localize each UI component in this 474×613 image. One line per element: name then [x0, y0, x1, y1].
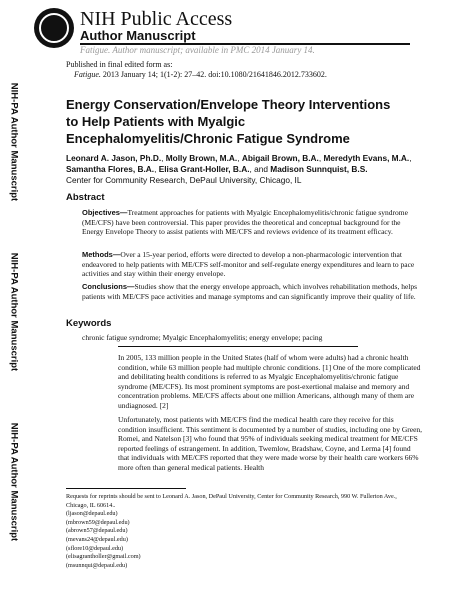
abstract-heading: Abstract [66, 192, 105, 203]
footnote-line: (sflore10@depaul.edu) [66, 544, 124, 552]
journal-name: Fatigue. [74, 70, 101, 79]
keywords-rule [118, 346, 358, 347]
availability-note: Fatigue. Author manuscript; available in PMC 2014 January 14. [80, 45, 315, 55]
author-separator: , [409, 153, 412, 163]
sidebar-label: NIH-PA Author Manuscript [8, 422, 20, 542]
author-name: Madison Sunnquist, B.S. [270, 164, 368, 174]
author-name: Molly Brown, M.A. [165, 153, 238, 163]
author-separator: , [318, 153, 324, 163]
section-text: Over a 15-year period, efforts were directed to develop a non-pharmacologic intervention that endeavored to help patients with ME/CFS self-monitor and self-regulate energy expenditures and learn to pace activities and stay within their energy envelope. [82, 250, 415, 279]
section-text: Treatment approaches for patients with Myalgic Encephalomyelitis/chronic fatigue syndrome (ME/CFS) have been controversial. This paper provides the theoretical and conceptual background for the Energy Envelope Theory to assist patients with ME/CFS and reviews evidence of its treatment efficacy. [82, 208, 408, 237]
author-separator: , [237, 153, 242, 163]
nih-public-access-title: NIH Public Access [80, 8, 233, 30]
article-title: Energy Conservation/Envelope Theory Interventions to Help Patients with Myalgic Encephalomyelitis/Chronic Fatigue Syndrome [66, 97, 391, 146]
footnote [66, 493, 426, 570]
citation-details: 2013 January 14; 1(1-2): 27–42. doi:10.1080/21641846.2012.733602. [102, 70, 327, 79]
nih-seal-logo [34, 8, 74, 48]
footnote-line: (abrown57@depaul.edu) [66, 527, 128, 535]
author-name: Abigail Brown, B.A. [241, 153, 319, 163]
section-label: Conclusions— [82, 282, 135, 291]
author-name: Leonard A. Jason, Ph.D. [66, 153, 162, 163]
keywords-heading: Keywords [66, 318, 112, 329]
published-final-note: Published in final edited form as: [66, 60, 173, 69]
author-name: Samantha Flores, B.A. [66, 164, 155, 174]
authors-block [66, 153, 426, 186]
footnote-line: (msunnqui@depaul.edu) [66, 561, 128, 569]
keywords-text: chronic fatigue syndrome; Myalgic Encephalomyelitis; energy envelope; pacing [82, 333, 323, 342]
footnote-rule [66, 488, 186, 489]
author-list [66, 153, 426, 175]
abstract-methods [82, 250, 422, 279]
author-name: Meredyth Evans, M.A. [323, 153, 410, 163]
footnote-line: Requests for reprints should be sent to Leonard A. Jason, DePaul University, Center for Community Research, 990 W. Fullerton Ave., [66, 493, 397, 500]
sidebar-labels [0, 70, 28, 613]
sidebar-label: NIH-PA Author Manuscript [8, 82, 20, 202]
author-separator: , [154, 164, 159, 174]
footnote-line: (mbrown59@depaul.edu) [66, 518, 130, 526]
author-separator: , [161, 153, 166, 163]
footnote-line: Chicago, IL 60614.. [66, 501, 116, 509]
affiliation: Center for Community Research, DePaul University, Chicago, IL [66, 175, 302, 185]
footnote-line: (mevans24@depaul.edu) [66, 535, 128, 543]
section-label: Methods— [82, 250, 121, 259]
body-paragraph: In 2005, 133 million people in the United States (half of whom were adults) had a chronic health condition, while 63 million people had multiple chronic conditions. [1] One of the more complicated and debilitating health conditions is referred to as Myalgic Encephalomyelitis/chronic fatigue syndrome (ME/CFS). Its most prominent symptoms are post-exertional malaise and memory and concentration problems. ME/CFS affects about one million Americans, although many of them are undiagnosed. [2] [118, 353, 421, 410]
abstract-objectives [82, 208, 422, 237]
citation-line [74, 70, 327, 80]
section-label: Objectives— [82, 208, 128, 217]
author-separator: , and [249, 164, 271, 174]
body-paragraph: Unfortunately, most patients with ME/CFS find the medical health care they receive for this condition insufficient. This sentiment is documented by a number of studies, including one by Green, Romei, and Natelson [3] who found that 95% of individuals seeking medical treatment for ME/CFS reported feelings of estrangement. In addition, Twemlow, Bradshaw, Coyne, and Lerma [4] found that individuals with ME/CFS reported that they were made worse by their health care workers 66% more often than general medical patients. Health [118, 415, 423, 472]
author-name: Elisa Grant-Holler, B.A. [158, 164, 250, 174]
footnote-line: (elisagrantholler@gmail.com) [66, 553, 141, 561]
sidebar-label: NIH-PA Author Manuscript [8, 252, 20, 372]
section-text: Studies show that the energy envelope approach, which involves rehabilitation methods, helps patients with ME/CFS pace activities and manage symptoms and can significantly improve their quality of life. [82, 282, 418, 301]
author-manuscript-label: Author Manuscript [80, 28, 196, 43]
footnote-line: (ljason@depaul.edu) [66, 510, 118, 518]
abstract-conclusions [82, 282, 422, 301]
